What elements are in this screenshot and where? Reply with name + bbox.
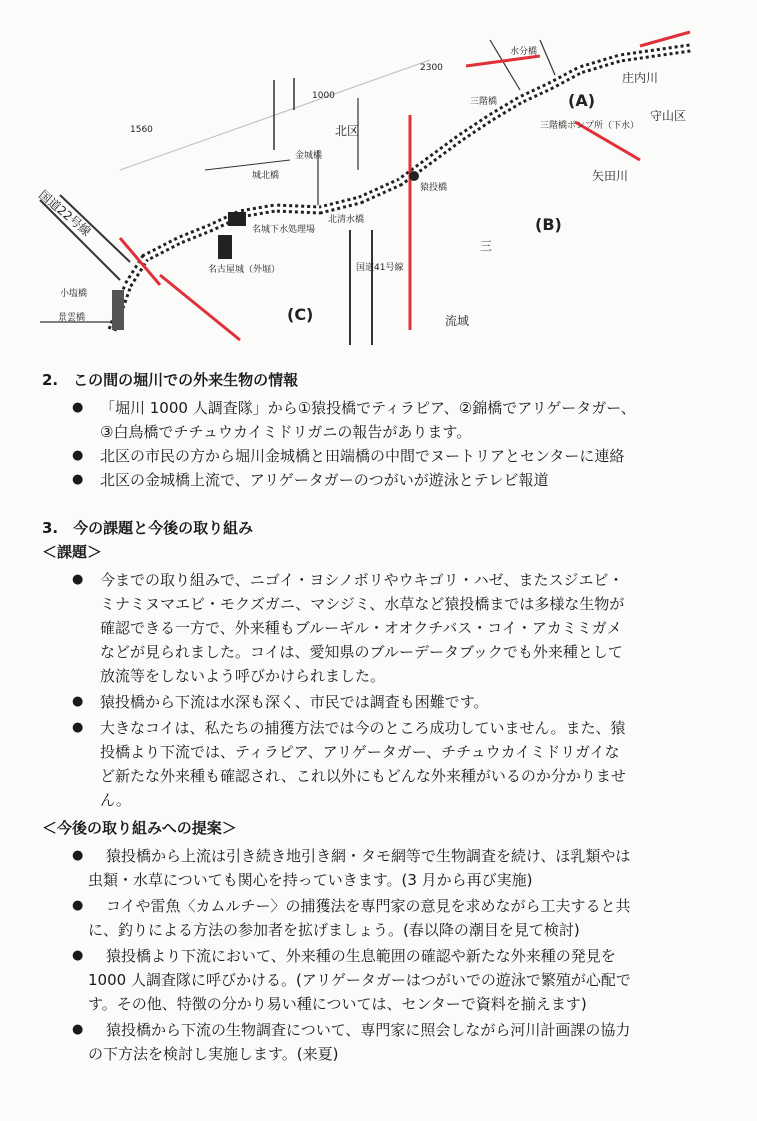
map-line [60,195,130,262]
label-1000: 1000 [312,91,335,101]
section2-item1-cont: ③白鳥橋でチチュウカイミドリガニの報告があります。 [100,423,472,441]
bullet-icon: ● [72,694,84,709]
label-mizuwake: 水分橋 [510,47,538,57]
nagoyajo-block [218,235,232,259]
label-nagoyajo: 名古屋城（外堀） [208,265,281,275]
horikawa-river-edge [112,48,690,330]
label-sangai: 三階橋 [470,97,498,107]
label-keiun: 景雲橋 [58,313,86,323]
section-a-line [640,32,690,46]
label-meijo: 名城下水処理場 [252,225,316,235]
label-1560: 1560 [130,125,153,135]
label-a: (A) [568,91,596,110]
proposal-line: 猿投橋から上流は引き続き地引き網・タモ網等で生物調査を続け、ほ乳類やは [106,847,631,865]
label-santo: 三 [480,239,493,253]
issue-line: 猿投橋から下流は水深も深く、市民では調査も困難です。 [100,693,489,711]
label-yadagawa: 矢田川 [592,169,629,183]
issue-line: などが見られました。コイは、愛知県のブルーデータブックでも外来種として [100,643,623,661]
label-koshiodo: 小塩橋 [60,289,88,299]
bullet-icon: ● [72,572,84,587]
label-kokudo41: 国道41号線 [356,263,404,273]
issues-heading: ＜課題＞ [42,543,103,561]
river-map [0,0,757,345]
label-sarunage: 猿投橋 [420,183,448,193]
issue-line: 大きなコイは、私たちの捕獲方法では今のところ成功していません。また、猿 [100,719,626,737]
bullet-icon: ● [72,898,84,913]
map-line [205,160,290,170]
proposal-line: 猿投橋から下流の生物調査について、専門家に照会しながら河川計画課の協力 [106,1021,631,1039]
issue-line: 確認できる一方で、外来種もブルーギル・オオクチバス・コイ・アカミミガメ [100,619,622,637]
section2-item2: 北区の市民の方から堀川金城橋と田端橋の中間でヌートリアとセンターに連絡 [100,447,625,465]
label-ryuiki: 流域 [445,314,470,328]
proposal-line: 猿投橋より下流において、外来種の生息範囲の確認や新たな外来種の発見を [106,947,616,965]
issue-line: ど新たな外来種も確認され、これ以外にもどんな外来種がいるのか分かりませ [100,767,626,785]
section2-heading: 2. この間の堀川での外来生物の情報 [42,371,299,389]
section2-item1: 「堀川 1000 人調査隊」から①猿投橋でティラピア、②錦橋でアリゲータガー、 [100,399,636,417]
bullet-icon: ● [72,448,84,463]
proposal-line: コイや雷魚〈カムルチー〉の捕獲法を専門家の意見を求めながら工夫すると共 [106,897,631,915]
horikawa-river [112,48,690,330]
section-c-marker2 [160,275,240,340]
shonai-river-line [466,56,540,66]
label-kitashimizu: 北清水橋 [328,215,365,225]
bullet-icon: ● [72,720,84,735]
map-district-line [120,60,430,170]
issue-line: ミナミヌマエビ・モクズガニ、マシジミ、水草など猿投橋までは多様な生物が [100,595,625,613]
label-kinjo: 金城橋 [295,151,323,161]
section2-item3: 北区の金城橋上流で、アリゲータガーのつがいが遊泳とテレビ報道 [100,471,549,489]
bullet-icon: ● [72,948,84,963]
sarunage-marker [409,171,419,181]
proposal-line: す。その他、特徴の分かり易い種については、センターで資料を揃えます) [88,995,587,1013]
proposal-line: 1000 人調査隊に呼びかける。(アリゲータガーはつがいでの遊泳で繁殖が心配で [88,971,631,989]
bullet-icon: ● [72,400,84,415]
proposal-line: に、釣りによる方法の参加者を拡げましょう。(春以降の潮目を見て検討) [88,921,580,939]
issue-line: 投橋より下流では、ティラピア、アリゲータガー、チチュウカイミドリガイな [100,743,620,761]
label-pump: 三階橋ポンプ所（下水） [540,121,640,131]
label-c: (C) [287,305,314,324]
meijo-plant-block [228,212,246,226]
bullet-icon: ● [72,848,84,863]
issue-line: 今までの取り組みで、ニゴイ・ヨシノボリやウキゴリ・ハゼ、またスジエビ・ [100,571,624,589]
label-2300: 2300 [420,63,443,73]
proposals-heading: ＜今後の取り組みへの提案＞ [42,819,237,837]
label-shiroki: 城北橋 [252,171,280,181]
bullet-icon: ● [72,1022,84,1037]
proposal-line: の下方法を検討し実施します。(来夏) [88,1045,339,1063]
bullet-icon: ● [72,472,84,487]
section3-heading: 3. 今の課題と今後の取り組み [42,519,254,537]
label-moriyamaku: 守山区 [650,109,687,123]
issue-line: 放流等をしないよう呼びかけられました。 [100,667,386,685]
label-shonaigawa: 庄内川 [622,71,659,85]
railway-block [112,290,124,330]
label-kitaku: 北区 [335,124,360,138]
section-c-marker1 [120,238,160,285]
label-b: (B) [535,215,562,234]
proposal-line: 虫類・水草についても関心を持っていきます。(3 月から再び実施) [88,871,533,889]
map-line [540,40,555,75]
issue-line: ん。 [100,791,131,809]
label-kokudo22: 国道22号線 [36,187,94,239]
